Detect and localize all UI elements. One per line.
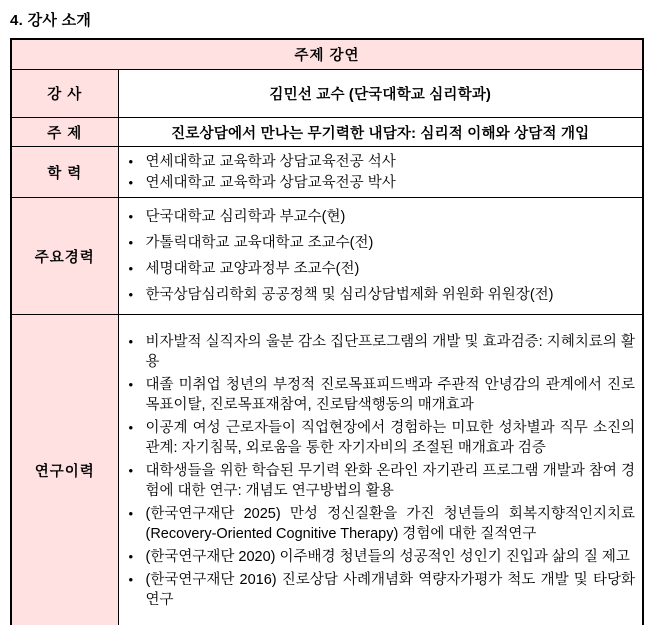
- list-item-text: 대졸 미취업 청년의 부정적 진로목표피드백과 주관적 안녕감의 관계에서 진로목표이탈, 진로목표재참여, 진로탐색행동의 매개효과: [145, 376, 635, 413]
- list-item-text: (한국연구재단 2025) 만성 정신질환을 가진 청년들의 회복지향적인지치료 (Recovery-Oriented Cognitive Therapy) 경험에 대한 질적연구: [145, 505, 635, 542]
- row-label-education: 학 력: [11, 147, 118, 198]
- list-item: [119, 207, 636, 227]
- list-item-text: (한국연구재단 2016) 진로상담 사례개념화 역량자가평가 척도 개발 및 타당화 연구: [145, 571, 635, 608]
- career-list: [119, 207, 636, 305]
- bullet-icon: •: [128, 153, 134, 169]
- bullet-icon: •: [128, 209, 134, 224]
- bullet-icon: •: [128, 548, 134, 564]
- list-item: [119, 152, 636, 172]
- bullet-icon: •: [128, 462, 134, 478]
- row-label-topic: 주 제: [11, 118, 118, 147]
- table-row-career: [11, 198, 643, 315]
- table-row-instructor: [11, 70, 643, 118]
- bullet-icon: •: [128, 505, 134, 521]
- list-item-text: 연세대학교 교육학과 상담교육전공 석사: [145, 153, 396, 170]
- list-item-text: 세명대학교 교양과정부 조교수(전): [145, 261, 360, 277]
- list-item: [119, 547, 636, 567]
- table-header-cell: 주제 강연: [11, 39, 643, 70]
- bullet-icon: •: [128, 333, 134, 349]
- list-item-text: 한국상담심리학회 공공정책 및 심리상담법제화 위원화 위원장(전): [145, 287, 554, 303]
- list-item-text: 가톨릭대학교 교육대학교 조교수(전): [145, 235, 374, 251]
- bullet-icon: •: [128, 261, 134, 276]
- list-item: [119, 285, 636, 305]
- row-label-career: 주요경력: [11, 198, 118, 315]
- list-item: [119, 570, 636, 610]
- list-item-text: 비자발적 실직자의 울분 감소 집단프로그램의 개발 및 효과검증: 지혜치료의 활용: [145, 333, 635, 370]
- bullet-icon: •: [128, 419, 134, 435]
- list-item: [119, 418, 636, 458]
- education-list: [119, 152, 636, 193]
- list-item: [119, 259, 636, 279]
- row-label-instructor: 강 사: [11, 70, 118, 118]
- list-item-text: (한국연구재단 2020) 이주배경 청년들의 성공적인 성인기 진입과 삶의 질 제고: [145, 548, 630, 565]
- list-item: [119, 461, 636, 501]
- list-item: [119, 375, 636, 415]
- list-item-text: 단국대학교 심리학과 부교수(현): [145, 209, 346, 225]
- list-item-text: 이공계 여성 근로자들이 직업현장에서 경험하는 미묘한 성차별과 직무 소진의 관계: 자기침묵, 외로움을 통한 자기자비의 조절된 매개효과 검증: [145, 419, 635, 456]
- list-item: [119, 504, 636, 544]
- career-cell: [118, 198, 643, 315]
- section-title: 4. 강사 소개: [10, 12, 92, 29]
- bullet-icon: •: [128, 571, 134, 587]
- bullet-icon: •: [128, 235, 134, 250]
- list-item: [119, 233, 636, 253]
- bullet-icon: •: [128, 287, 134, 302]
- bullet-icon: •: [128, 376, 134, 392]
- list-item-text: 연세대학교 교육학과 상담교육전공 박사: [145, 174, 396, 191]
- research-list: [119, 332, 636, 610]
- table-row-education: [11, 147, 643, 198]
- bullet-icon: •: [128, 174, 134, 190]
- table-row-topic: [11, 118, 643, 147]
- education-cell: [118, 147, 643, 198]
- instructor-name: 김민선 교수 (단국대학교 심리학과): [118, 70, 643, 118]
- table-row-research: [11, 315, 643, 625]
- row-label-research: 연구이력: [11, 315, 118, 625]
- list-item: [119, 173, 636, 193]
- topic-text: 진로상담에서 만나는 무기력한 내담자: 심리적 이해와 상담적 개입: [118, 118, 643, 147]
- research-cell: [118, 315, 643, 625]
- table-header-row: [11, 39, 643, 70]
- instructor-intro-table: [10, 38, 644, 625]
- list-item: [119, 332, 636, 372]
- list-item-text: 대학생들을 위한 학습된 무기력 완화 온라인 자기관리 프로그램 개발과 참여 경험에 대한 연구: 개념도 연구방법의 활용: [145, 462, 635, 499]
